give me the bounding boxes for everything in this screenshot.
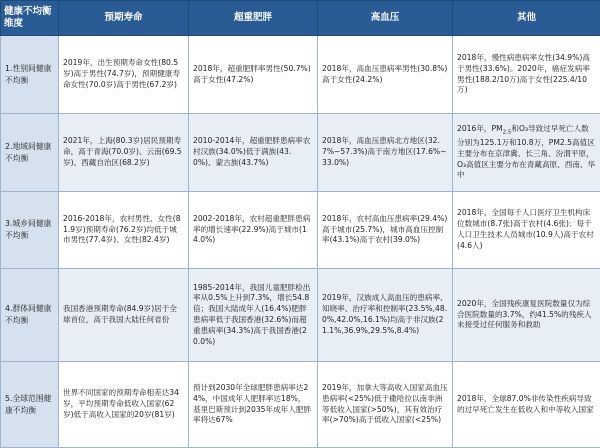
cell-other: 2018年，慢性病患病率女性(34.9%)高于男性(33.6%)。2020年，癌症发病率男性(188.2/10万)高于女性(225.4/10万)	[453, 36, 600, 114]
cell-hypertension: 2019年，汉族成人高血压的患病率、知晓率、治疗率和控制率(23.5%,48.0%,42.0%,16.1%)均高于非汉族(21.1%,36.9%,29.5%,8.4%)	[318, 269, 453, 362]
cell-obesity: 预计到2030年全球肥胖患病率达24%，中国成年人肥胖率达18%，基里巴斯预计到2035年成年人肥胖率将达67%	[189, 362, 318, 448]
cell-hypertension: 2019年，加拿大等高收入国家高血压患病率(<25%)低于撒哈拉以南非洲等低收入国家(>50%)，其有效治疗率(>70%)高于低收入国家(<25%)	[318, 362, 453, 448]
cell-other-suffix: 和O₃导致过早死亡人数分别为125.1万和10.8万，PM2.5高值区主要分布在京津冀、长三角、汾渭平原，O₃高值区主要分布在青藏高原、西南、华中	[457, 124, 595, 180]
cell-other: 2018年，全国每千人口医疗卫生机构床位数城市(8.7张)高于农村(4.6张)；每千人口卫生技术人员城市(10.9人)高于农村(4.6人)	[453, 192, 600, 269]
cell-life-expectancy: 我国香港预期寿命(84.9岁)居于全球首位，高于我国大陆任何省份	[59, 269, 189, 362]
cell-life-expectancy: 2021年，上海(80.3岁)居民预期寿命，高于青海(70.0岁)、云南(69.5岁)、西藏自治区(68.2岁)	[59, 114, 189, 192]
cell-other-prefix: 2016年，PM	[457, 124, 503, 133]
cell-other	[453, 114, 600, 192]
header-other: 其他	[453, 1, 600, 36]
header-obesity: 超重肥胖	[189, 1, 318, 36]
cell-life-expectancy: 世界不同国家的预期寿命相差达34岁，平均预期寿命低收入国家(62岁)低于高收入国家的20岁(81岁)	[59, 362, 189, 448]
table-row	[1, 362, 600, 448]
cell-other: 2020年，全国残疾康复医院数量仅为综合医院数量的3.7%，约41.5%的残疾人未接受过任何服务和救助	[453, 269, 600, 362]
row-dimension: 1.性别间健康不均衡	[1, 36, 59, 114]
cell-obesity: 2018年，超重肥胖率男性(50.7%)高于女性(47.2%)	[189, 36, 318, 114]
header-dimension: 健康不均衡维度	[1, 1, 59, 36]
row-dimension: 5.全球范围健康不均衡	[1, 362, 59, 448]
row-dimension: 4.群体间健康不均衡	[1, 269, 59, 362]
row-dimension: 3.城乡间健康不均衡	[1, 192, 59, 269]
pm-subscript: 2.5	[503, 129, 512, 135]
row-dimension: 2.地域间健康不均衡	[1, 114, 59, 192]
cell-obesity: 2002-2018年，农村超重肥胖患病率的增长速率(22.9%)高于城市(14.0%)	[189, 192, 318, 269]
cell-life-expectancy: 2016-2018年，农村男性、女性(81.9岁)预期寿命(76.2岁)均低于城市男性(77.4岁)、女性(82.4岁)	[59, 192, 189, 269]
table-row	[1, 192, 600, 269]
table-row	[1, 269, 600, 362]
header-row	[1, 1, 600, 36]
cell-hypertension: 2018年，高血压患病率男性(30.8%)高于女性(24.2%)	[318, 36, 453, 114]
table-row	[1, 114, 600, 192]
cell-hypertension: 2018年，高血压患病北方地区(32.7%~57.3%)高于南方地区(17.6%~33.0%)	[318, 114, 453, 192]
cell-hypertension: 2018年，农村高血压患病率(29.4%)高于城市(25.7%)，城市高血压控制率(43.1%)高于农村(39.0%)	[318, 192, 453, 269]
header-hypertension: 高血压	[318, 1, 453, 36]
cell-life-expectancy: 2019年，出生预期寿命女性(80.5岁)高于男性(74.7岁)，预期健康寿命女性(70.0岁)高于男性(67.2岁)	[59, 36, 189, 114]
table-row	[1, 36, 600, 114]
cell-other: 2018年，全球87.0%非传染性疾病导致的过早死亡发生在低收入和中等收入国家	[453, 362, 600, 448]
header-life-expectancy: 预期寿命	[59, 1, 189, 36]
cell-obesity: 1985-2014年，我国儿童肥胖检出率从0.5%上升到7.3%，增长54.8倍；我国大陆成年人(16.4%)肥胖患病率低于我国香港(32.6%)而超重患病率(34.3%)高于我国香港(20.0%)	[189, 269, 318, 362]
cell-obesity: 2010-2014年，超重肥胖患病率农村汉族(34.0%)低于满族(43.0%)、蒙古族(43.7%)	[189, 114, 318, 192]
